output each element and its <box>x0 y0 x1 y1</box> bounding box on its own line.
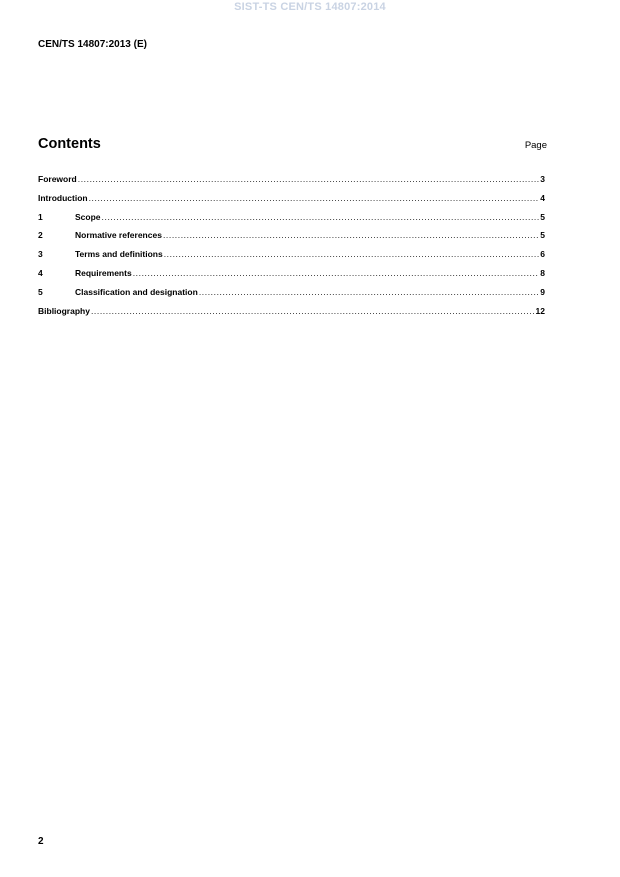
toc-entry-title: Terms and definitions <box>75 249 163 260</box>
toc-entry-number: 3 <box>38 249 43 260</box>
toc-entry-foreword[interactable] <box>38 174 545 193</box>
toc-leader-dots <box>133 268 540 278</box>
toc-entry-title: Classification and designation <box>75 286 198 297</box>
toc-entry-title: Scope <box>75 211 101 222</box>
toc-entry-page: 3 <box>540 174 545 184</box>
toc-entry-requirements[interactable] <box>38 268 545 287</box>
toc-entry-page: 5 <box>540 230 545 241</box>
toc-entry-title: Introduction <box>38 192 88 203</box>
toc-entry-terms-and-definitions[interactable] <box>38 249 545 268</box>
toc-entry-introduction[interactable] <box>38 193 545 212</box>
toc-leader-dots <box>91 306 535 316</box>
toc-leader-dots <box>164 249 540 259</box>
toc-entry-page: 9 <box>540 286 545 297</box>
page-number: 2 <box>38 836 44 847</box>
toc-entry-title: Normative references <box>75 230 162 241</box>
toc-entry-number: 5 <box>38 286 43 297</box>
toc-entry-number: 1 <box>38 211 43 222</box>
document-id: CEN/TS 14807:2013 (E) <box>38 39 147 50</box>
toc-leader-dots <box>102 212 540 222</box>
toc-leader-dots <box>78 174 540 184</box>
toc-entry-normative-references[interactable] <box>38 230 545 249</box>
toc-entry-page: 8 <box>540 267 545 278</box>
toc-entry-page: 5 <box>540 211 545 222</box>
table-of-contents <box>38 174 545 324</box>
toc-entry-classification-and-designation[interactable] <box>38 287 545 306</box>
page-column-label: Page <box>524 140 547 151</box>
toc-entry-number: 2 <box>38 230 43 241</box>
toc-entry-page: 12 <box>535 305 545 316</box>
toc-entry-title: Requirements <box>75 267 132 278</box>
toc-entry-scope[interactable] <box>38 212 545 231</box>
toc-entry-title: Bibliography <box>38 305 90 316</box>
toc-entry-page: 4 <box>540 192 545 203</box>
contents-heading: Contents <box>38 136 101 152</box>
toc-entry-bibliography[interactable] <box>38 306 545 325</box>
watermark: SIST-TS CEN/TS 14807:2014 <box>234 1 386 13</box>
toc-entry-title: Foreword <box>38 174 77 184</box>
toc-leader-dots <box>163 230 539 240</box>
toc-entry-page: 6 <box>540 249 545 260</box>
toc-leader-dots <box>89 193 540 203</box>
toc-leader-dots <box>199 287 539 297</box>
toc-entry-number: 4 <box>38 267 43 278</box>
